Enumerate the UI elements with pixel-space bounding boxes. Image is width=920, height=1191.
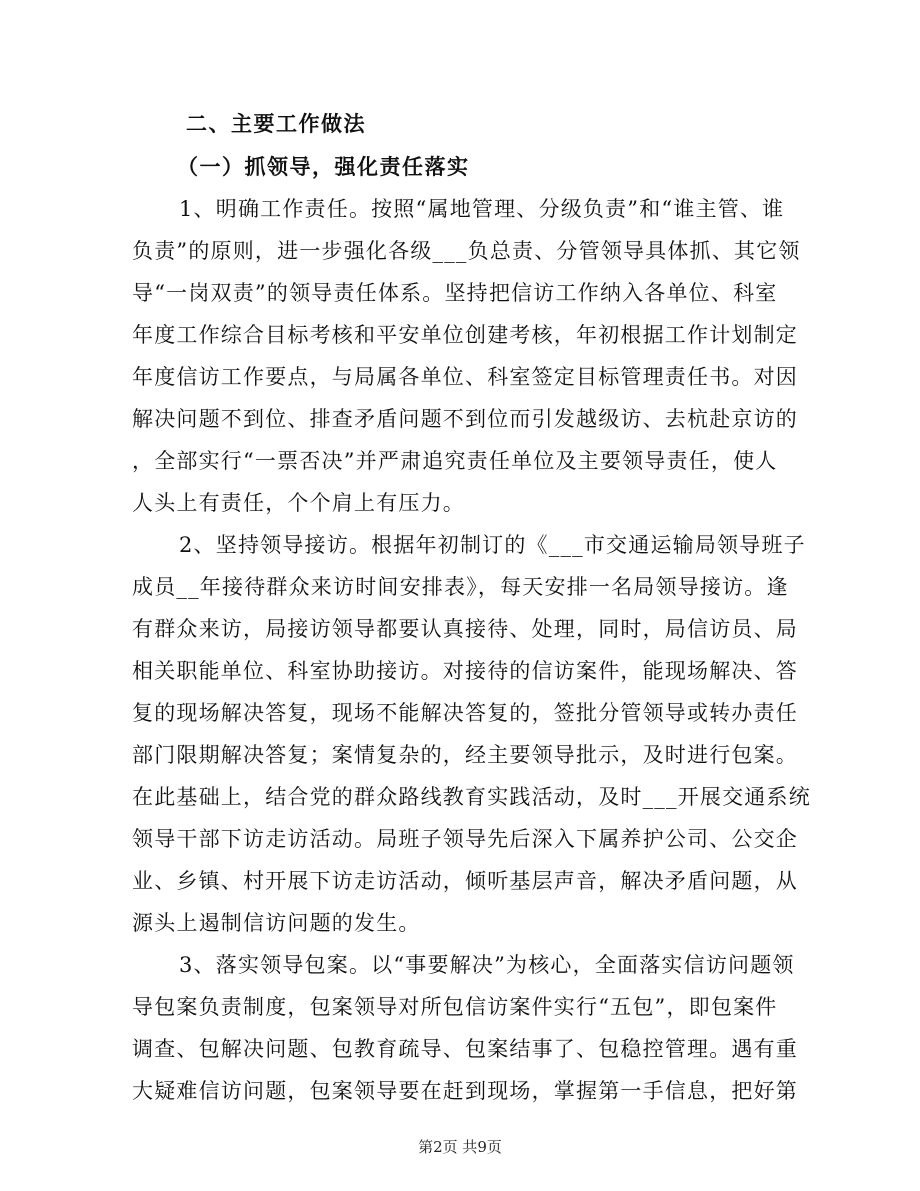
paragraph-line: 相关职能单位、科室协助接访。对接待的信访案件，能现场解决、答 bbox=[132, 659, 798, 683]
paragraph-line: 复的现场解决答复，现场不能解决答复的，签批分管领导或转办责任 bbox=[132, 701, 798, 725]
paragraph-line: 业、乡镇、村开展下访走访活动，倾听基层声音，解决矛盾问题，从 bbox=[132, 869, 798, 893]
paragraph-line: 解决问题不到位、排查矛盾问题不到位而引发越级访、去杭赴京访的 bbox=[132, 407, 798, 431]
paragraph-line: 3、落实领导包案。以“事要解决”为核心，全面落实信访问题领 bbox=[179, 953, 795, 977]
paragraph-line: 负责”的原则，进一步强化各级___负总责、分管领导具体抓、其它领 bbox=[132, 239, 801, 263]
page-number-footer: 第2页 共9页 bbox=[418, 1138, 502, 1156]
subsection-heading: （一）抓领导，强化责任落实 bbox=[177, 154, 470, 179]
paragraph-line: 人头上有责任，个个肩上有压力。 bbox=[132, 491, 465, 515]
paragraph-line: 部门限期解决答复；案情复杂的，经主要领导批示，及时进行包案。 bbox=[132, 743, 798, 767]
paragraph-line: 年度工作综合目标考核和平安单位创建考核，年初根据工作计划制定 bbox=[132, 323, 798, 347]
paragraph-line: 领导干部下访走访活动。局班子领导先后深入下属养护公司、公交企 bbox=[132, 827, 798, 851]
paragraph-line: 有群众来访，局接访领导都要认真接待、处理，同时，局信访员、局 bbox=[132, 617, 798, 641]
paragraph-line: ，全部实行“一票否决”并严肃追究责任单位及主要领导责任，使人 bbox=[132, 449, 778, 473]
paragraph-line: 调查、包解决问题、包教育疏导、包案结事了、包稳控管理。遇有重 bbox=[132, 1037, 798, 1061]
paragraph-line: 大疑难信访问题，包案领导要在赶到现场，掌握第一手信息，把好第 bbox=[132, 1079, 798, 1103]
paragraph-line: 2、坚持领导接访。根据年初制订的《___市交通运输局领导班子 bbox=[179, 533, 806, 557]
paragraph-line: 1、明确工作责任。按照“属地管理、分级负责”和“谁主管、谁 bbox=[179, 197, 785, 221]
section-heading: 二、主要工作做法 bbox=[186, 111, 366, 136]
paragraph-line: 在此基础上，结合党的群众路线教育实践活动，及时___开展交通系统 bbox=[132, 785, 811, 809]
paragraph-line: 年度信访工作要点，与局属各单位、科室签定目标管理责任书。对因 bbox=[132, 365, 798, 389]
paragraph-line: 成员__年接待群众来访时间安排表》，每天安排一名局领导接访。逢 bbox=[132, 575, 789, 599]
paragraph-line: 导包案负责制度，包案领导对所包信访案件实行“五包”，即包案件 bbox=[132, 995, 778, 1019]
paragraph-line: 源头上遏制信访问题的发生。 bbox=[132, 911, 421, 935]
paragraph-line: 导“一岗双责”的领导责任体系。坚持把信访工作纳入各单位、科室 bbox=[132, 281, 778, 305]
